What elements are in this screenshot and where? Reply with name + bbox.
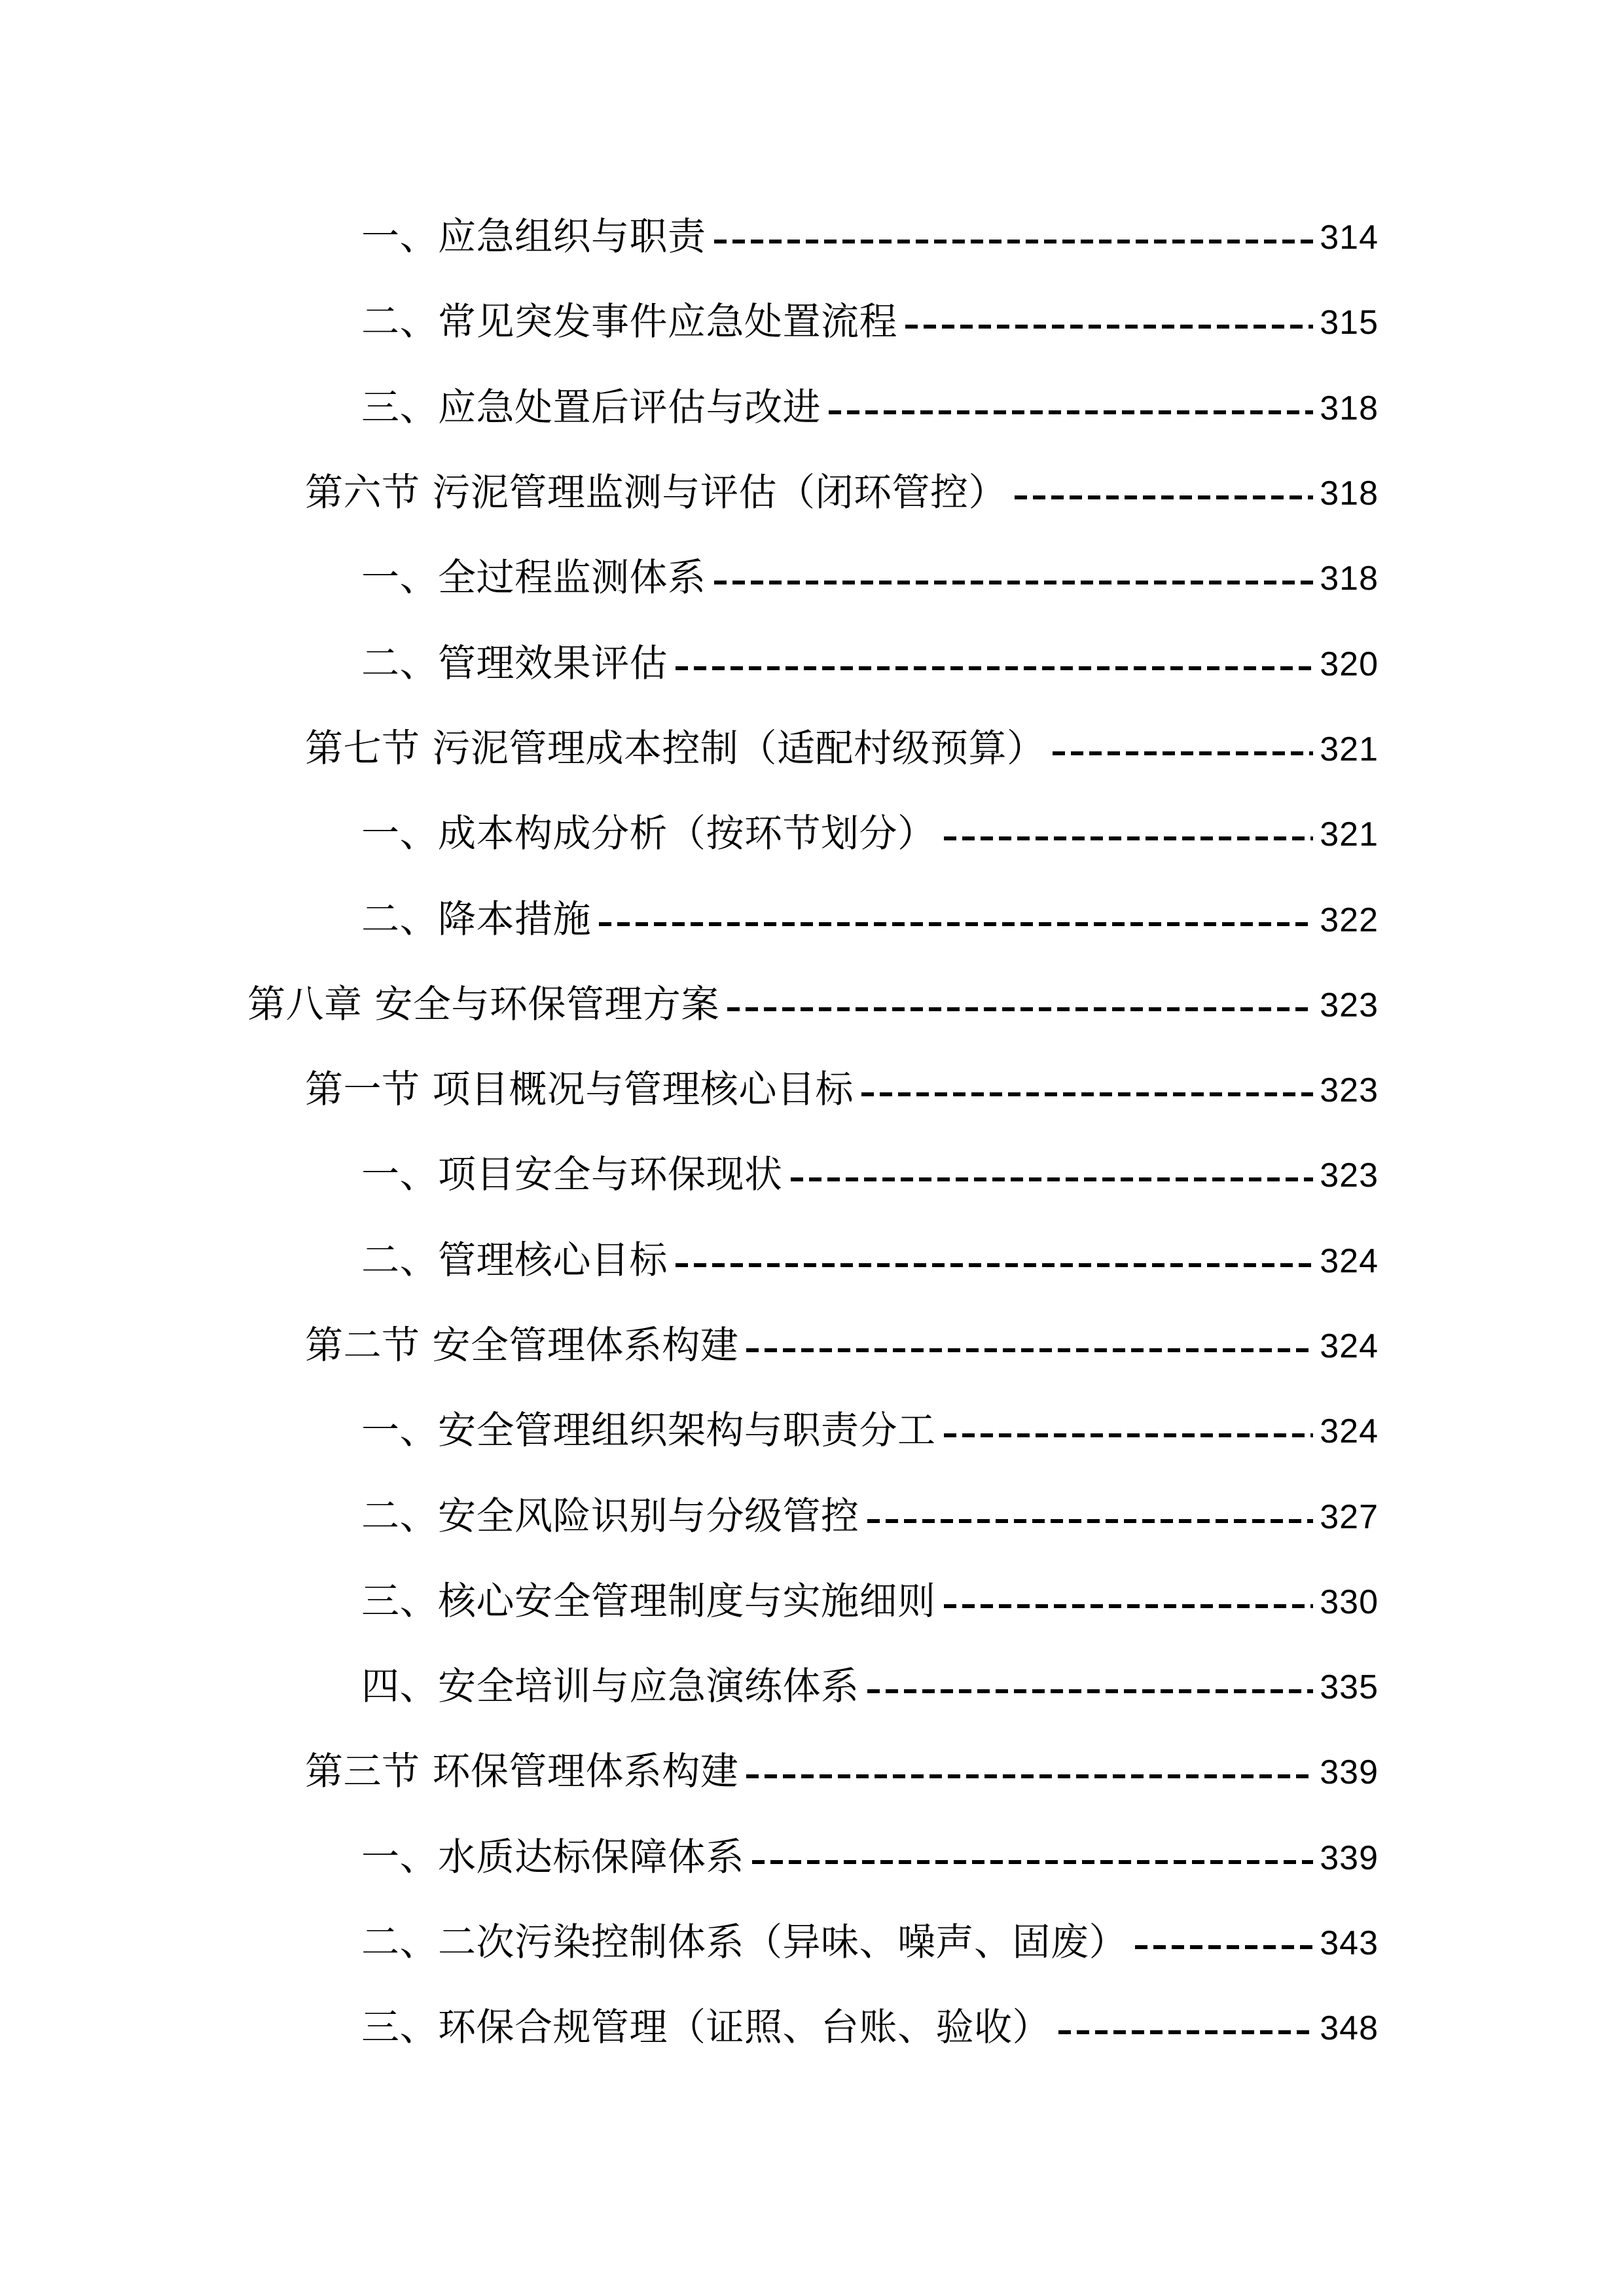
toc-leader-dashes [905,325,1313,329]
toc-entry[interactable] [0,194,1624,279]
toc-page-number: 324 [1320,1412,1379,1451]
toc-entry[interactable] [0,1217,1624,1302]
toc-entry[interactable] [0,1984,1624,2070]
toc-page-number: 321 [1320,730,1379,768]
table-of-contents [0,194,1624,2070]
toc-leader-dashes [867,1689,1314,1693]
toc-page-number: 318 [1320,560,1379,598]
toc-leader-dashes [1015,495,1313,499]
toc-entry-label: 第三节 环保管理体系构建 [305,1749,739,1794]
toc-leader-dashes [676,1263,1313,1267]
toc-page-number: 339 [1320,1839,1379,1877]
toc-page-number: 343 [1320,1924,1379,1963]
toc-page-number: 322 [1320,901,1379,939]
toc-entry-label: 第八章 安全与环保管理方案 [247,981,719,1026]
toc-page-number: 335 [1320,1668,1379,1707]
toc-page-number: 327 [1320,1498,1379,1536]
toc-page-number: 330 [1320,1583,1379,1621]
toc-leader-dashes [867,1519,1314,1523]
toc-leader-dashes [746,1348,1313,1352]
toc-leader-dashes [676,666,1313,670]
toc-entry-label: 二、常见突发事件应急处置流程 [361,299,898,344]
toc-entry-label: 第一节 项目概况与管理核心目标 [305,1067,854,1112]
toc-entry-label: 二、管理核心目标 [361,1237,668,1282]
toc-entry-label: 二、降本措施 [361,896,592,941]
toc-entry[interactable] [0,1899,1624,1984]
toc-entry[interactable] [0,1388,1624,1473]
toc-page-number: 314 [1320,219,1379,257]
toc-entry[interactable] [0,1558,1624,1643]
toc-entry-label: 二、管理效果评估 [361,640,668,685]
toc-entry-label: 第六节 污泥管理监测与评估（闭环管控） [305,470,1007,515]
toc-entry[interactable] [0,1643,1624,1729]
toc-entry[interactable] [0,365,1624,450]
toc-entry[interactable] [0,1473,1624,1558]
toc-page-number: 318 [1320,389,1379,427]
toc-entry-label: 三、环保合规管理（证照、台账、验收） [361,2005,1051,2050]
toc-page-number: 339 [1320,1753,1379,1792]
toc-entry[interactable] [0,961,1624,1047]
toc-entry[interactable] [0,1047,1624,1132]
toc-leader-dashes [944,1433,1314,1437]
toc-page-number: 324 [1320,1327,1379,1365]
toc-leader-dashes [944,1604,1314,1608]
toc-page-number: 323 [1320,986,1379,1024]
toc-entry-label: 第七节 污泥管理成本控制（适配村级预算） [305,725,1045,770]
toc-leader-dashes [714,581,1314,584]
toc-entry[interactable] [0,791,1624,876]
toc-page-number: 348 [1320,2009,1379,2048]
toc-entry-label: 一、安全管理组织架构与职责分工 [361,1408,936,1453]
toc-leader-dashes [829,410,1313,414]
toc-entry-label: 一、成本构成分析（按环节划分） [361,811,936,856]
toc-entry[interactable] [0,279,1624,364]
toc-leader-dashes [714,240,1314,243]
toc-page-number: 315 [1320,304,1379,342]
toc-page-number: 324 [1320,1242,1379,1280]
toc-leader-dashes [727,1007,1313,1011]
toc-entry-label: 一、项目安全与环保现状 [361,1152,783,1197]
toc-leader-dashes [791,1177,1314,1181]
toc-entry-label: 一、应急组织与职责 [361,214,706,259]
toc-leader-dashes [1053,751,1313,755]
toc-entry[interactable] [0,1729,1624,1814]
toc-entry-label: 三、核心安全管理制度与实施细则 [361,1578,936,1623]
toc-leader-dashes [599,922,1313,926]
toc-entry-label: 一、水质达标保障体系 [361,1834,745,1879]
toc-page-number: 323 [1320,1071,1379,1110]
toc-leader-dashes [752,1860,1313,1864]
toc-page-number: 318 [1320,475,1379,513]
toc-entry-label: 二、安全风险识别与分级管控 [361,1493,859,1538]
toc-entry[interactable] [0,1814,1624,1899]
toc-entry[interactable] [0,450,1624,535]
toc-leader-dashes [1135,1945,1313,1949]
toc-entry-label: 第二节 安全管理体系构建 [305,1323,739,1367]
toc-entry-label: 三、应急处置后评估与改进 [361,384,821,429]
toc-entry[interactable] [0,1132,1624,1217]
toc-page-number: 321 [1320,816,1379,854]
toc-entry-label: 一、全过程监测体系 [361,555,706,600]
toc-entry-label: 二、二次污染控制体系（异味、噪声、固废） [361,1920,1128,1965]
toc-leader-dashes [1058,2030,1313,2034]
toc-entry[interactable] [0,620,1624,705]
toc-page-number: 320 [1320,645,1379,683]
toc-entry[interactable] [0,535,1624,620]
toc-leader-dashes [944,836,1314,840]
toc-page-number: 323 [1320,1157,1379,1195]
toc-leader-dashes [746,1774,1313,1778]
toc-leader-dashes [861,1092,1313,1096]
toc-entry[interactable] [0,1302,1624,1388]
toc-entry-label: 四、安全培训与应急演练体系 [361,1664,859,1709]
toc-entry[interactable] [0,706,1624,791]
toc-entry[interactable] [0,876,1624,961]
